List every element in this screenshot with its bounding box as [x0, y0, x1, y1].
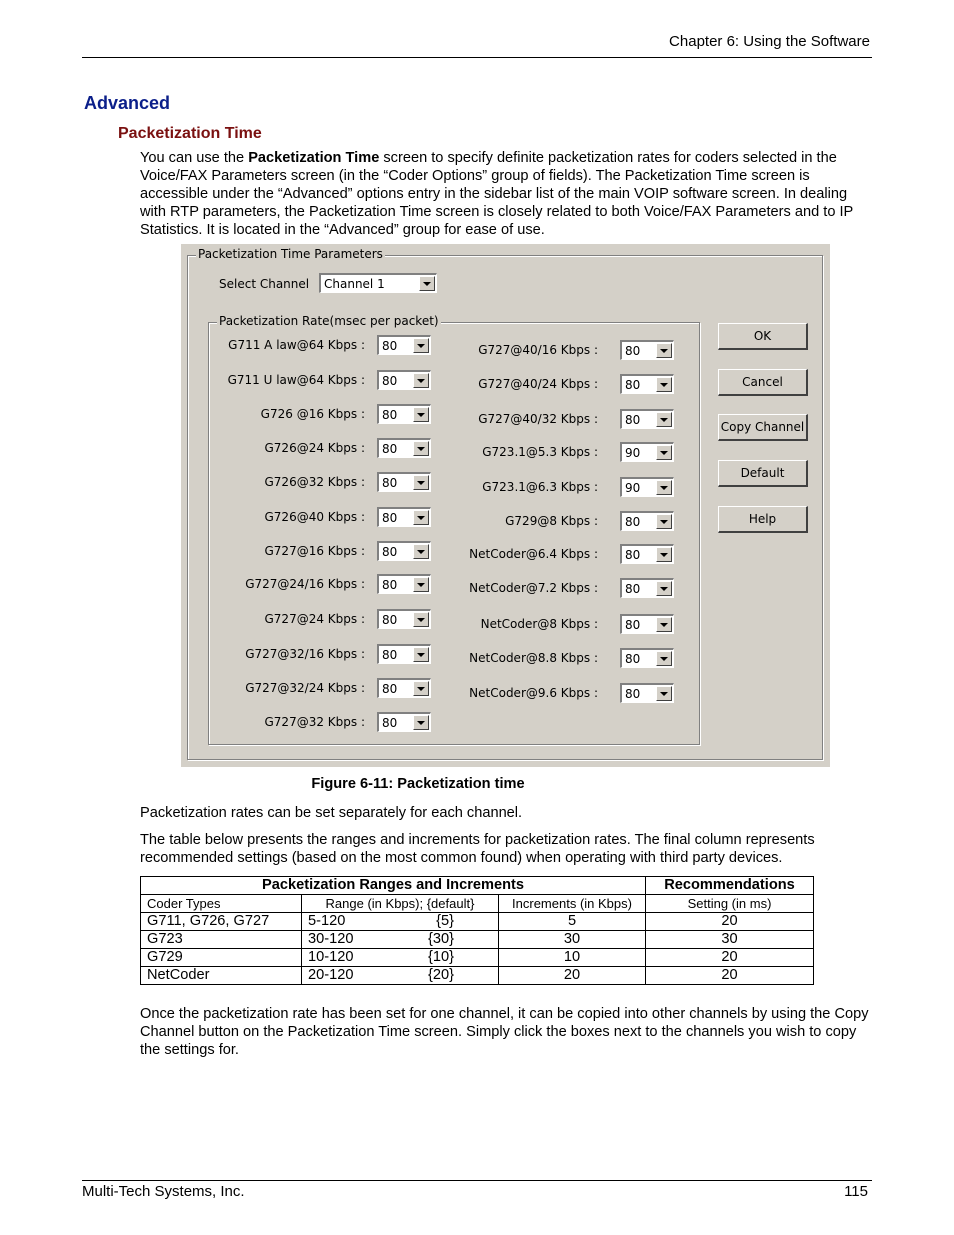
right-rate-dropdown[interactable]: 80 [620, 340, 674, 360]
table-row [141, 931, 814, 949]
chevron-down-icon[interactable] [413, 373, 429, 388]
right-label: NetCoder@7.2 Kbps : [469, 581, 598, 595]
chevron-down-icon[interactable] [413, 510, 429, 525]
left-label: G727@24/16 Kbps : [245, 577, 365, 591]
right-rate-dropdown[interactable]: 80 [620, 544, 674, 564]
left-rate-dropdown[interactable]: 80 [377, 335, 431, 355]
right-rate-dropdown[interactable]: 80 [620, 648, 674, 668]
copy-channel-button[interactable]: Copy Channel [718, 414, 808, 441]
parameters-group-title: Packetization Time Parameters [198, 247, 383, 261]
chevron-down-icon[interactable] [656, 377, 672, 392]
table-group-header: Packetization Ranges and Increments [141, 877, 646, 895]
right-label: G727@40/32 Kbps : [478, 412, 598, 426]
chapter-header: Chapter 6: Using the Software [669, 33, 870, 50]
chevron-down-icon[interactable] [656, 651, 672, 666]
chevron-down-icon[interactable] [419, 276, 435, 291]
select-channel-dropdown[interactable]: Channel 1 [319, 273, 437, 293]
cell-setting: 20 [646, 913, 814, 931]
ranges-table [140, 876, 814, 985]
cell-setting: 30 [646, 931, 814, 949]
chevron-down-icon[interactable] [413, 475, 429, 490]
left-rate-dropdown[interactable]: 80 [377, 574, 431, 594]
right-rate-dropdown[interactable]: 80 [620, 614, 674, 634]
cell-coder: G729 [141, 949, 302, 967]
chevron-down-icon[interactable] [413, 612, 429, 627]
right-label: NetCoder@8 Kbps : [480, 617, 598, 631]
rate-group-title: Packetization Rate(msec per packet) [219, 314, 439, 328]
table-row [141, 967, 814, 985]
chevron-down-icon[interactable] [656, 547, 672, 562]
cell-increment: 10 [499, 949, 646, 967]
chevron-down-icon[interactable] [656, 343, 672, 358]
chevron-down-icon[interactable] [656, 617, 672, 632]
left-rate-dropdown[interactable]: 80 [377, 678, 431, 698]
cell-setting: 20 [646, 967, 814, 985]
left-rate-dropdown[interactable]: 80 [377, 438, 431, 458]
cell-increment: 30 [499, 931, 646, 949]
cell-coder: G711, G726, G727 [141, 913, 302, 931]
left-rate-dropdown[interactable]: 80 [377, 370, 431, 390]
right-label: NetCoder@9.6 Kbps : [469, 686, 598, 700]
right-rate-dropdown[interactable]: 80 [620, 511, 674, 531]
cell-coder: G723 [141, 931, 302, 949]
left-rate-dropdown[interactable]: 80 [377, 507, 431, 527]
cell-increment: 20 [499, 967, 646, 985]
cell-range: 5-120 {5} [302, 913, 499, 931]
cell-setting: 20 [646, 949, 814, 967]
cell-range: 20-120 {20} [302, 967, 499, 985]
chevron-down-icon[interactable] [413, 681, 429, 696]
header-rule [82, 57, 872, 58]
left-rate-dropdown[interactable]: 80 [377, 644, 431, 664]
paragraph-table-intro: The table below presents the ranges and increments for packetization rates. The final column represents recommended settings (based on the most common found) when operating with third party devices. [140, 832, 815, 866]
chevron-down-icon[interactable] [413, 577, 429, 592]
right-label: G723.1@6.3 Kbps : [482, 480, 598, 494]
right-label: G727@40/16 Kbps : [478, 343, 598, 357]
footer [82, 1183, 872, 1200]
subsection-title: Packetization Time [118, 125, 262, 142]
left-label: G727@32/16 Kbps : [245, 647, 365, 661]
right-rate-dropdown[interactable]: 90 [620, 442, 674, 462]
footer-rule [82, 1180, 872, 1181]
chevron-down-icon[interactable] [656, 480, 672, 495]
right-label: NetCoder@6.4 Kbps : [469, 547, 598, 561]
left-label: G726 @16 Kbps : [260, 407, 365, 421]
cell-range: 10-120 {10} [302, 949, 499, 967]
chevron-down-icon[interactable] [656, 581, 672, 596]
left-label: G726@40 Kbps : [264, 510, 365, 524]
cell-increment: 5 [499, 913, 646, 931]
chevron-down-icon[interactable] [413, 407, 429, 422]
paragraph-channels: Packetization rates can be set separately for each channel. [140, 805, 523, 821]
section-title: Advanced [84, 93, 171, 113]
right-label: G727@40/24 Kbps : [478, 377, 598, 391]
left-label: G726@24 Kbps : [264, 441, 365, 455]
right-rate-dropdown[interactable]: 80 [620, 683, 674, 703]
left-rate-dropdown[interactable]: 80 [377, 541, 431, 561]
chevron-down-icon[interactable] [413, 544, 429, 559]
chevron-down-icon[interactable] [656, 686, 672, 701]
cancel-button[interactable]: Cancel [718, 369, 808, 396]
table-row [141, 913, 814, 931]
left-label: G727@32 Kbps : [264, 715, 365, 729]
left-label: G727@32/24 Kbps : [245, 681, 365, 695]
right-rate-dropdown[interactable]: 80 [620, 409, 674, 429]
table-group-header-row [141, 877, 814, 895]
right-label: G729@8 Kbps : [505, 514, 598, 528]
left-label: G711 A law@64 Kbps : [228, 338, 365, 352]
right-label: G723.1@5.3 Kbps : [482, 445, 598, 459]
page-number: 115 [844, 1183, 868, 1200]
table-row [141, 949, 814, 967]
packetization-dialog [181, 244, 830, 767]
right-rate-dropdown[interactable]: 80 [620, 578, 674, 598]
table-rec-header: Recommendations [646, 877, 814, 895]
chevron-down-icon[interactable] [656, 412, 672, 427]
right-label: NetCoder@8.8 Kbps : [469, 651, 598, 665]
right-rate-dropdown[interactable]: 80 [620, 374, 674, 394]
default-button[interactable]: Default [718, 460, 808, 487]
cell-range: 30-120 {30} [302, 931, 499, 949]
left-rate-dropdown[interactable]: 80 [377, 609, 431, 629]
table-column-header-row [141, 895, 814, 913]
left-rate-dropdown[interactable]: 80 [377, 404, 431, 424]
chevron-down-icon[interactable] [656, 514, 672, 529]
select-channel-label: Select Channel [219, 277, 310, 291]
paragraph-copy-channel: Once the packetization rate has been set for one channel, it can be copied into other channels by using the Copy Channel button on the Packetization Time screen. Simply click the boxes next to the channels you wish to copy the settings for. [140, 1006, 869, 1058]
footer-company: Multi-Tech Systems, Inc. [82, 1183, 245, 1200]
left-rate-dropdown[interactable]: 80 [377, 472, 431, 492]
intro-paragraph: You can use the Packetization Time screen to specify definite packetization rates for coders selected in the Voice/FAX Parameters screen (in the “Coder Options” group of fields). The Packetization Time screen is accessible under the “Advanced” options entry in the sidebar list of the main VOIP software screen. In dealing with RTP parameters, the Packetization Time screen is closely related to both Voice/FAX Parameters and to IP Statistics. It is located in the “Advanced” group for ease of use. [140, 150, 854, 238]
left-label: G711 U law@64 Kbps : [227, 373, 365, 387]
col-header-setting: Setting (in ms) [646, 895, 814, 913]
chevron-down-icon[interactable] [413, 441, 429, 456]
chevron-down-icon[interactable] [413, 715, 429, 730]
chevron-down-icon[interactable] [656, 445, 672, 460]
cell-coder: NetCoder [141, 967, 302, 985]
left-label: G726@32 Kbps : [264, 475, 365, 489]
help-button[interactable]: Help [718, 506, 808, 533]
chevron-down-icon[interactable] [413, 647, 429, 662]
col-header-coder: Coder Types [141, 895, 302, 913]
figure-caption: Figure 6-11: Packetization time [311, 776, 525, 792]
ok-button[interactable]: OK [718, 323, 808, 350]
left-rate-dropdown[interactable]: 80 [377, 712, 431, 732]
left-label: G727@16 Kbps : [264, 544, 365, 558]
right-rate-dropdown[interactable]: 90 [620, 477, 674, 497]
col-header-range: Range (in Kbps); {default} [302, 895, 499, 913]
col-header-increments: Increments (in Kbps) [499, 895, 646, 913]
left-label: G727@24 Kbps : [264, 612, 365, 626]
chevron-down-icon[interactable] [413, 338, 429, 353]
